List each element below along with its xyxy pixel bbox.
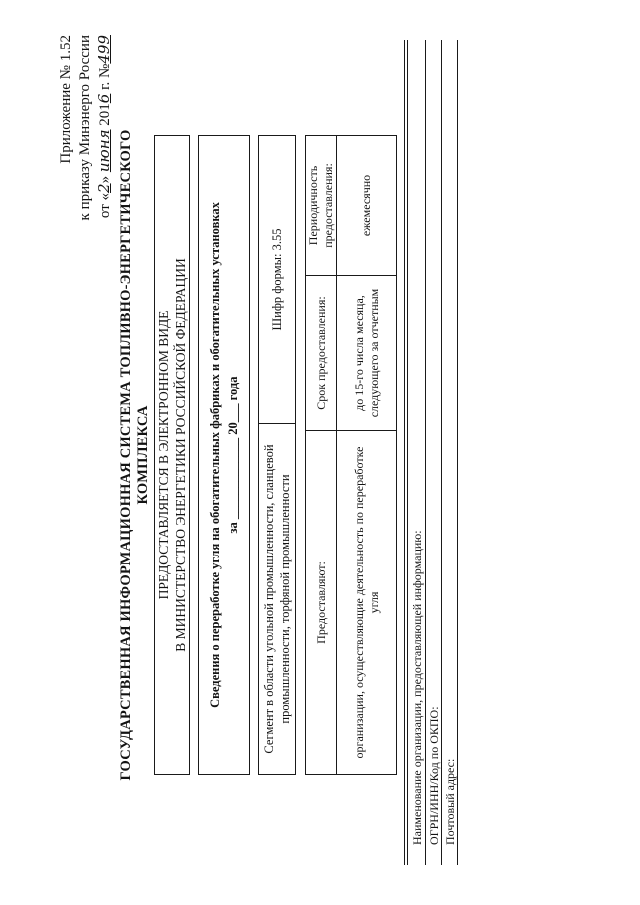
appendix-number: Приложение № 1.52 [58, 35, 74, 164]
form-code: Шифр формы: 3.55 [259, 136, 295, 424]
segment-text: Сегмент в области угольной промышленности, сланцевой промышленности, торфяной промышленности [262, 444, 292, 754]
cell-submitters: организации, осуществляющие деятельность по переработке угля [336, 431, 396, 774]
cell-periodicity: ежемесячно [336, 136, 396, 276]
submission-line-1: ПРЕДОСТАВЛЯЕТСЯ В ЭЛЕКТРОННОМ ВИДЕ [156, 310, 171, 600]
field-org-name: Наименование организации, предоставляющей информацию: [410, 530, 424, 845]
report-title: Сведения о переработке угля на обогатительных фабриках и обогатительных установках [208, 202, 222, 708]
header-submitters: Предоставляют: [313, 561, 328, 644]
handwritten-month: июня [95, 129, 113, 173]
header-periodicity: Периодичность предоставления: [306, 136, 336, 276]
submission-notice-box [154, 135, 190, 775]
handwritten-day: 2 [95, 183, 113, 193]
field-postal-address: Почтовый адрес: [443, 758, 457, 845]
appendix-order-date: от «2» июня 2016 г. №499 [95, 35, 113, 219]
info-divider-3 [457, 40, 458, 865]
segment-box [258, 135, 296, 775]
report-period: за _____________ 20___ года [226, 376, 240, 534]
info-divider-2 [441, 40, 442, 865]
header-deadline: Срок предоставления: [306, 276, 336, 431]
handwritten-order-number: 499 [95, 35, 113, 64]
info-divider-top-double [407, 40, 408, 865]
submission-line-2: В МИНИСТЕРСТВО ЭНЕРГЕТИКИ РОССИЙСКОЙ ФЕДЕРАЦИИ [173, 258, 188, 652]
cell-deadline: до 15-го числа месяца, следующего за отчетным [336, 276, 396, 431]
submission-table [305, 135, 397, 775]
system-title: ГОСУДАРСТВЕННАЯ ИНФОРМАЦИОННАЯ СИСТЕМА ТОПЛИВНО-ЭНЕРГЕТИЧЕСКОГО КОМПЛЕКСА [118, 129, 151, 781]
info-divider-top [404, 40, 405, 865]
info-divider-1 [425, 40, 426, 865]
field-ogrn-inn: ОГРН/ИНН/Код по ОКПО: [427, 706, 441, 845]
appendix-order-ref: к приказу Минэнерго России [77, 35, 93, 221]
report-title-box [198, 135, 250, 775]
handwritten-year-digit: 6 [95, 93, 113, 104]
appendix-header [57, 35, 115, 265]
